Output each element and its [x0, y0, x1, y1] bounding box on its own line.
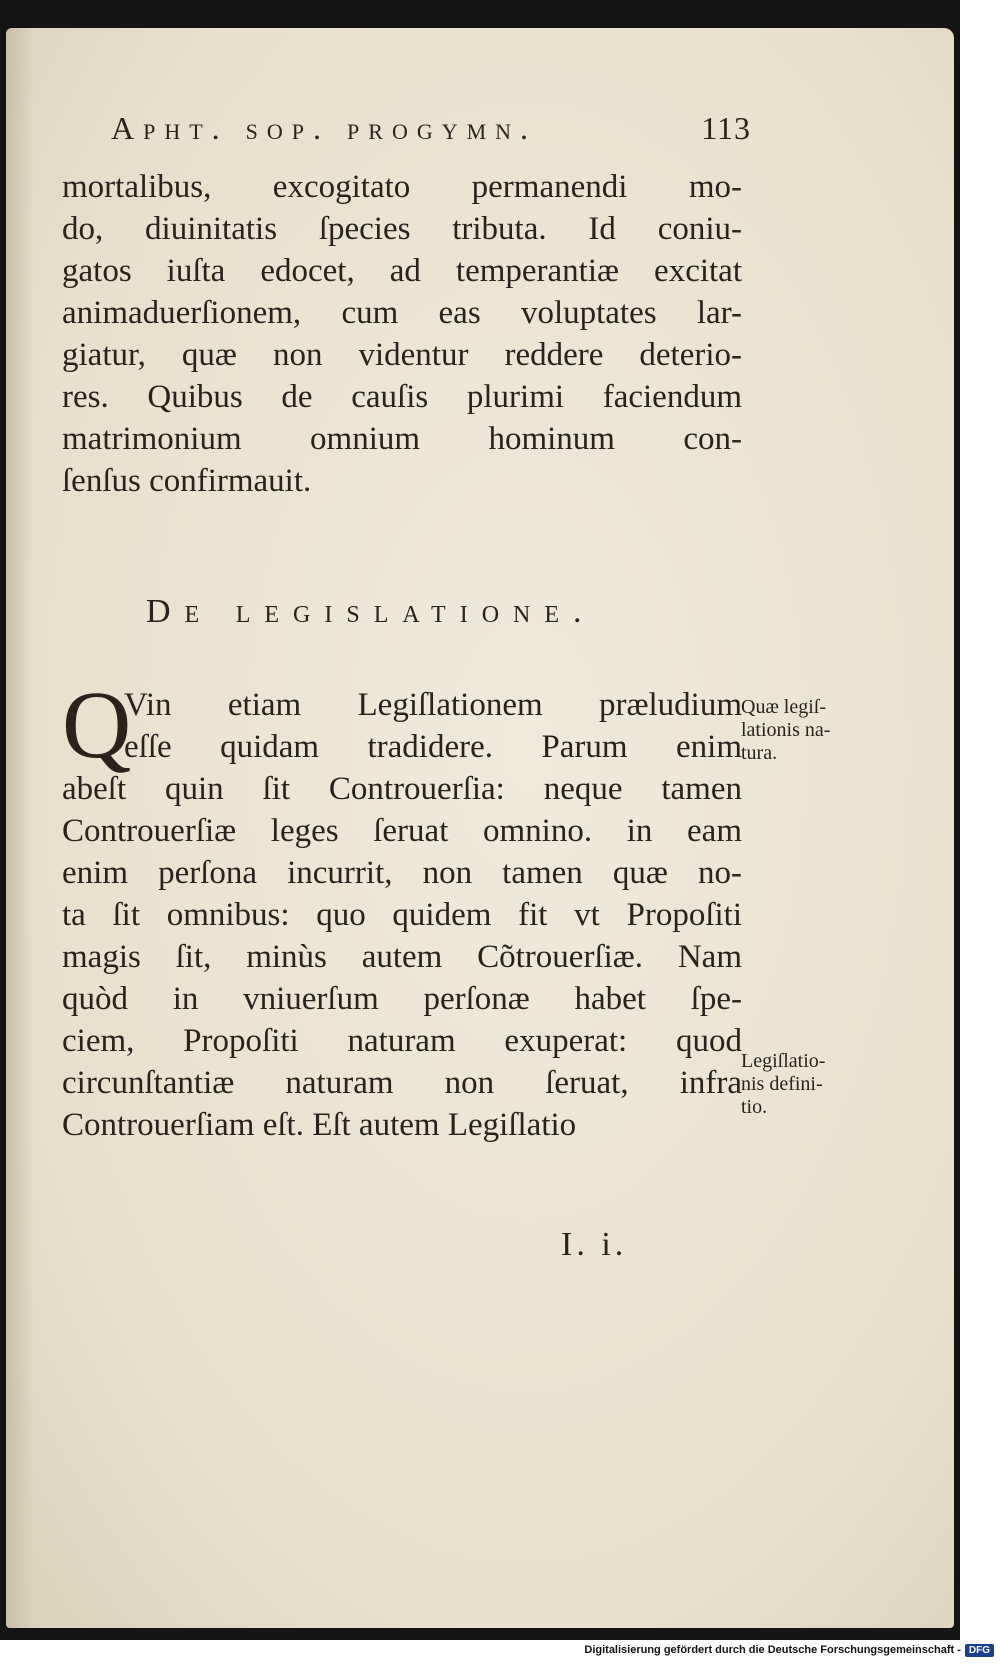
text-line: ciem, Propoſiti naturam exuperat: quod [62, 1023, 742, 1059]
text-line: giatur, quæ non videntur reddere deterio- [62, 337, 742, 373]
page-number: 113 [701, 110, 751, 146]
book-page [6, 28, 954, 1628]
text-line: Vin etiam Legiſlationem præludium [124, 687, 742, 723]
margin-note-line: Legiſlatio- [741, 1050, 826, 1072]
text-line: magis ſit, minùs autem Cõtrouerſiæ. Nam [62, 939, 742, 975]
text-line: mortalibus, excogitato permanendi mo- [62, 169, 742, 205]
text-line: quòd in vniuerſum perſonæ habet ſpe- [62, 981, 742, 1017]
margin-note-line: lationis na- [741, 719, 831, 741]
text-line: matrimonium omnium hominum con- [62, 421, 742, 457]
text-line: eſſe quidam tradidere. Parum enim [124, 729, 742, 765]
paragraph-1 [62, 166, 742, 502]
running-head-title: Apht. sop. progymn. [111, 110, 538, 146]
drop-cap: Q [62, 671, 132, 778]
text-line: ta ſit omnibus: quo quidem fit vt Propoſiti [62, 897, 742, 933]
text-line: abeſt quin ſit Controuerſia: neque tamen [62, 771, 742, 807]
text-line: Controuerſiæ leges ſeruat omnino. in eam [62, 813, 742, 849]
margin-note-line: tura. [741, 742, 778, 764]
text-line: Controuerſiam eſt. Eſt autem Legiſlatio [62, 1107, 577, 1143]
footer-credit: Digitalisierung gefördert durch die Deutsche Forschungsgemeinschaft - [584, 1644, 961, 1656]
running-head [111, 110, 751, 147]
text-line: res. Quibus de cauſis plurimi faciendum [62, 379, 742, 415]
text-line: animaduerſionem, cum eas voluptates lar- [62, 295, 742, 331]
margin-note-line: nis defini- [741, 1073, 823, 1095]
margin-note-definition [741, 1050, 871, 1119]
dfg-logo: DFG [965, 1644, 994, 1657]
margin-note-line: tio. [741, 1096, 768, 1118]
paragraph-2 [62, 684, 742, 1146]
margin-note-nature [741, 696, 871, 765]
section-heading: De legislatione. [146, 593, 596, 630]
text-line: circunſtantiæ naturam non ſeruat, infra [62, 1065, 742, 1101]
signature-mark: I. i. [561, 1226, 628, 1263]
text-line: ſenſus confirmauit. [62, 463, 312, 499]
digitization-footer [0, 1644, 1000, 1664]
text-line: do, diuinitatis ſpecies tributa. Id coniu- [62, 211, 742, 247]
margin-note-line: Quæ legiſ- [741, 696, 826, 718]
text-line: gatos iuſta edocet, ad temperantiæ excitat [62, 253, 742, 289]
text-line: enim perſona incurrit, non tamen quæ no- [62, 855, 742, 891]
